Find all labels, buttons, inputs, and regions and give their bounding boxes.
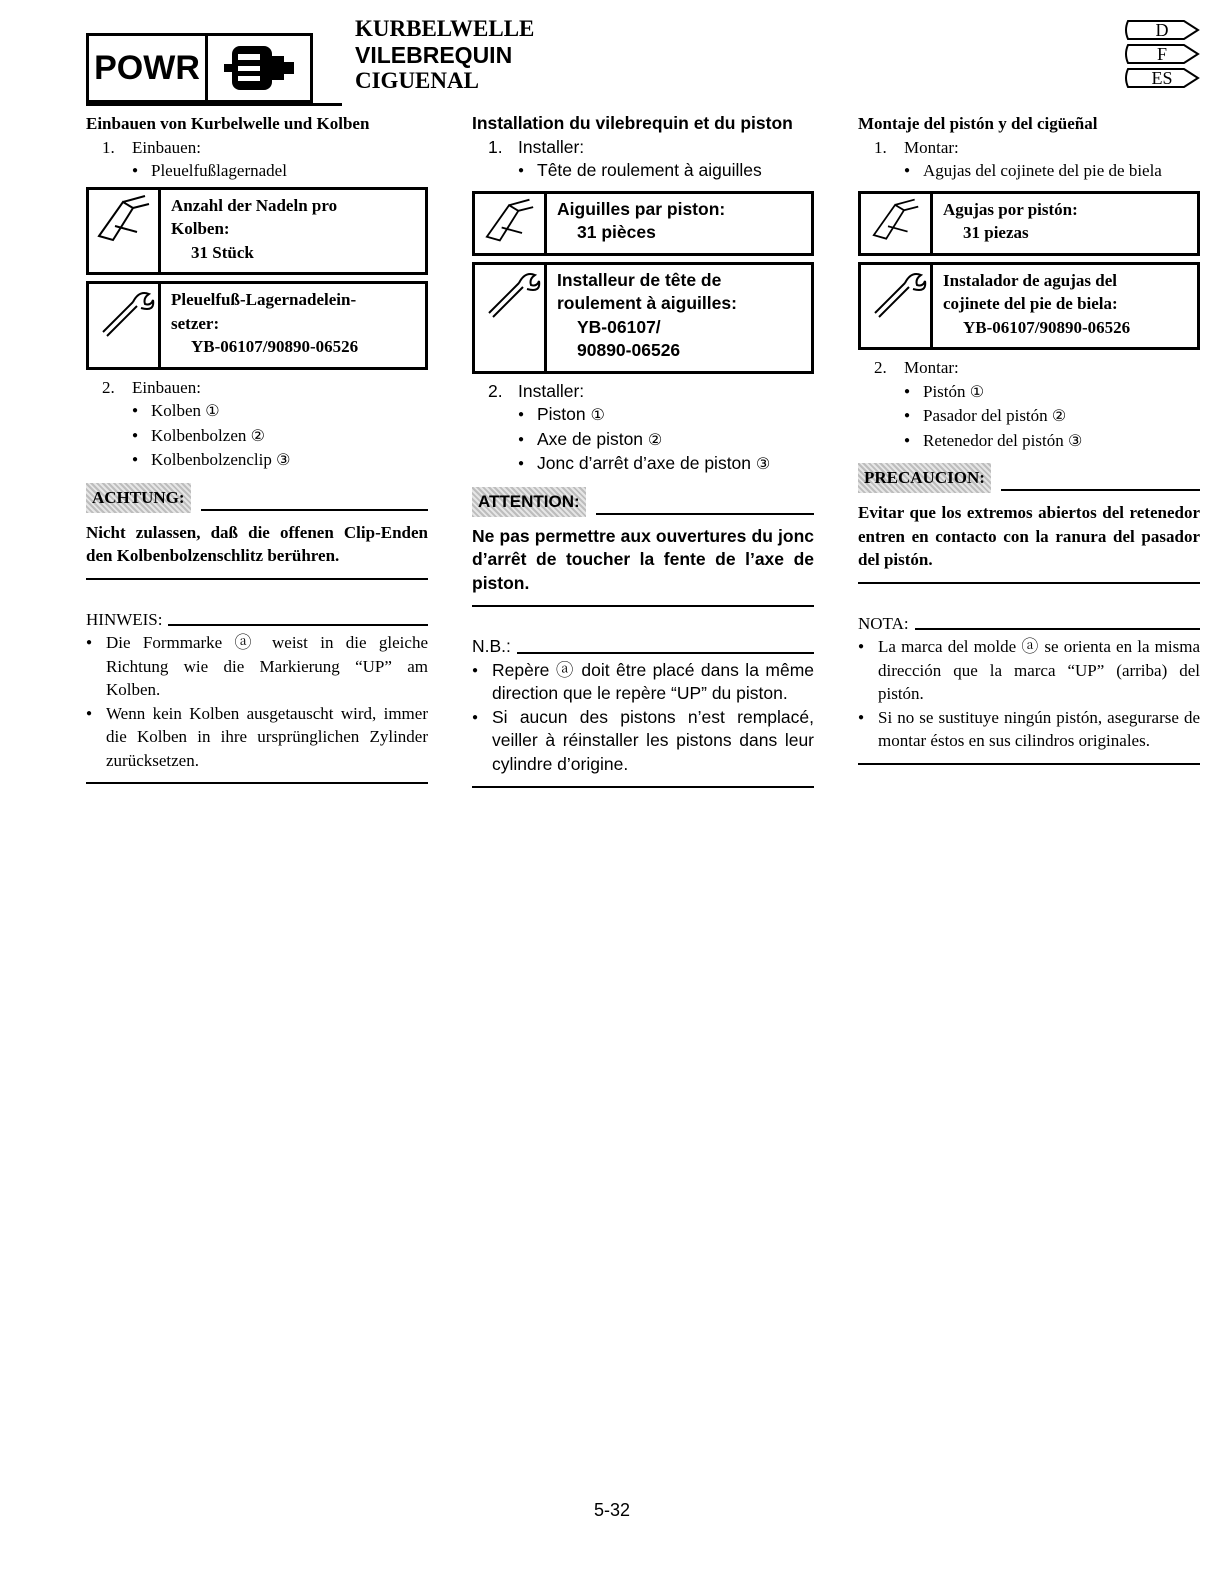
box-label-1: Instalador de agujas del	[943, 270, 1117, 290]
box-value: YB-06107/90890-06526	[963, 317, 1131, 337]
step-2: 2. Installer:	[488, 380, 585, 401]
step-1: 1. Einbauen:	[102, 137, 201, 157]
note-label: HINWEIS:	[86, 609, 163, 629]
spec-icon	[475, 194, 547, 253]
section-heading: Einbauen von Kurbelwelle und Kolben	[86, 114, 370, 133]
note-item: ● Wenn kein Kolben ausgetauscht wird, immer die Kolben in ihre ursprünglichen Zylinder zurücksetzen.	[86, 702, 428, 773]
note-rule	[472, 786, 814, 788]
step-2: 2. Einbauen:	[102, 377, 201, 397]
box-label-1: Pleuelfuß-Lagernadelein-	[171, 290, 357, 309]
note-rule	[86, 782, 428, 784]
tool-icon	[475, 265, 547, 371]
note-item: ● Die Formmarke ⓐ weist in die gleiche Richtung wie die Markierung “UP” am Kolben.	[86, 631, 428, 702]
needle-count-box	[86, 187, 428, 276]
title-de: KURBELWELLE	[355, 16, 535, 41]
lang-tag-fr: F	[1124, 43, 1204, 65]
box-label-2: Kolben:	[171, 219, 230, 238]
needle-count-box	[858, 191, 1200, 256]
tool-icon	[861, 265, 933, 348]
box-label-1: Installeur de tête de	[557, 269, 722, 290]
note-label: NOTA:	[858, 613, 909, 633]
box-value: 31 Stück	[191, 242, 254, 262]
caution-text: Nicht zulassen, daß die offenen Clip-Enden den Kolbenbolzenschlitz berühren.	[86, 522, 428, 565]
caution-rule	[86, 578, 428, 580]
step2-bullet: ● Kolben ①	[86, 399, 428, 424]
box-value: 90890-06526	[577, 340, 681, 360]
step2-bullet: ● Pasador del pistón ②	[858, 404, 1200, 429]
language-tags	[1124, 19, 1204, 91]
caution-rule	[858, 582, 1200, 584]
title-fr: VILEBREQUIN	[355, 42, 513, 68]
step2-bullet: ● Retenedor del pistón ③	[858, 429, 1200, 454]
caution-header	[858, 463, 1200, 493]
lang-tag-de: D	[1124, 19, 1204, 41]
caution-label: PRECAUCION:	[858, 463, 991, 493]
box-value: YB-06107/	[577, 316, 661, 337]
caution-rule	[472, 605, 814, 607]
power-unit-icon	[208, 36, 310, 100]
column-german	[86, 112, 428, 784]
box-label-1: Anzahl der Nadeln pro	[171, 195, 338, 215]
step-2: 2. Montar:	[874, 358, 959, 377]
tool-box	[472, 262, 814, 374]
caution-header	[472, 487, 814, 517]
step1-bullet: ● Agujas del cojinete del pie de biela	[858, 159, 1200, 183]
caution-label: ATTENTION:	[472, 487, 586, 517]
tool-box	[86, 281, 428, 370]
step2-bullet: ● Kolbenbolzen ②	[86, 424, 428, 449]
caution-header	[86, 483, 428, 513]
box-label-1: Agujas por pistón:	[943, 199, 1078, 219]
step2-bullet: ● Axe de piston ②	[472, 428, 814, 453]
note-rule	[858, 763, 1200, 765]
box-label-1: Aiguilles par piston:	[557, 198, 726, 219]
box-label-2: setzer:	[171, 313, 220, 333]
note-item: ● Si no se sustituye ningún pistón, asegurarse de montar éstos en sus cilindros originales.	[858, 706, 1200, 753]
badge-text: POWR	[89, 36, 208, 100]
note-item: ● La marca del molde ⓐ se orienta en la misma dirección que la marca “UP” (arriba) del pistón.	[858, 635, 1200, 706]
box-label-2: cojinete del pie de biela:	[943, 294, 1118, 313]
box-value: 31 piezas	[963, 223, 1029, 242]
note-label: N.B.:	[472, 636, 511, 656]
step-1: 1. Montar:	[874, 137, 959, 157]
spec-icon	[89, 190, 161, 273]
lang-tag-es: ES	[1124, 67, 1204, 89]
section-badge	[86, 33, 313, 103]
tool-box	[858, 262, 1200, 351]
note-item: ● Si aucun des pistons n’est remplacé, veiller à réinstaller les pistons dans leur cylindre d’origine.	[472, 706, 814, 777]
step2-bullet: ● Jonc d’arrêt d’axe de piston ③	[472, 452, 814, 477]
step-1: 1. Installer:	[488, 136, 585, 157]
caution-text: Evitar que los extremos abiertos del retenedor entren en contacto con la ranura del pasador del pistón.	[858, 503, 1200, 569]
note-item: ● Repère ⓐ doit être placé dans la même direction que le repère “UP” du piston.	[472, 659, 814, 706]
caution-label: ACHTUNG:	[86, 483, 191, 513]
needle-count-box	[472, 191, 814, 256]
page-number: 5-32	[593, 1500, 631, 1520]
page-titles	[355, 16, 534, 94]
step1-bullet: ● Tête de roulement à aiguilles	[472, 159, 814, 183]
section-heading: Montaje del pistón y del cigüeñal	[858, 114, 1098, 133]
spec-icon	[861, 194, 933, 253]
step2-bullet: ● Piston ①	[472, 403, 814, 428]
step1-bullet: ● Pleuelfußlagernadel	[86, 159, 428, 183]
note-header	[858, 612, 1200, 636]
note-header	[472, 635, 814, 659]
note-header	[86, 608, 428, 632]
column-french	[472, 112, 814, 788]
section-heading: Installation du vilebrequin et du piston	[472, 113, 793, 133]
title-es: CIGUENAL	[355, 68, 479, 93]
column-spanish	[858, 112, 1200, 765]
tool-icon	[89, 284, 161, 367]
header-rule	[86, 103, 342, 106]
box-value: 31 pièces	[577, 222, 656, 242]
step2-bullet: ● Kolbenbolzenclip ③	[86, 448, 428, 473]
box-value: YB-06107/90890-06526	[191, 337, 359, 356]
caution-text: Ne pas permettre aux ouvertures du jonc d’arrêt de toucher la fente de l’axe de piston.	[472, 525, 814, 593]
box-label-2: roulement à aiguilles:	[557, 293, 737, 313]
step2-bullet: ● Pistón ①	[858, 380, 1200, 405]
